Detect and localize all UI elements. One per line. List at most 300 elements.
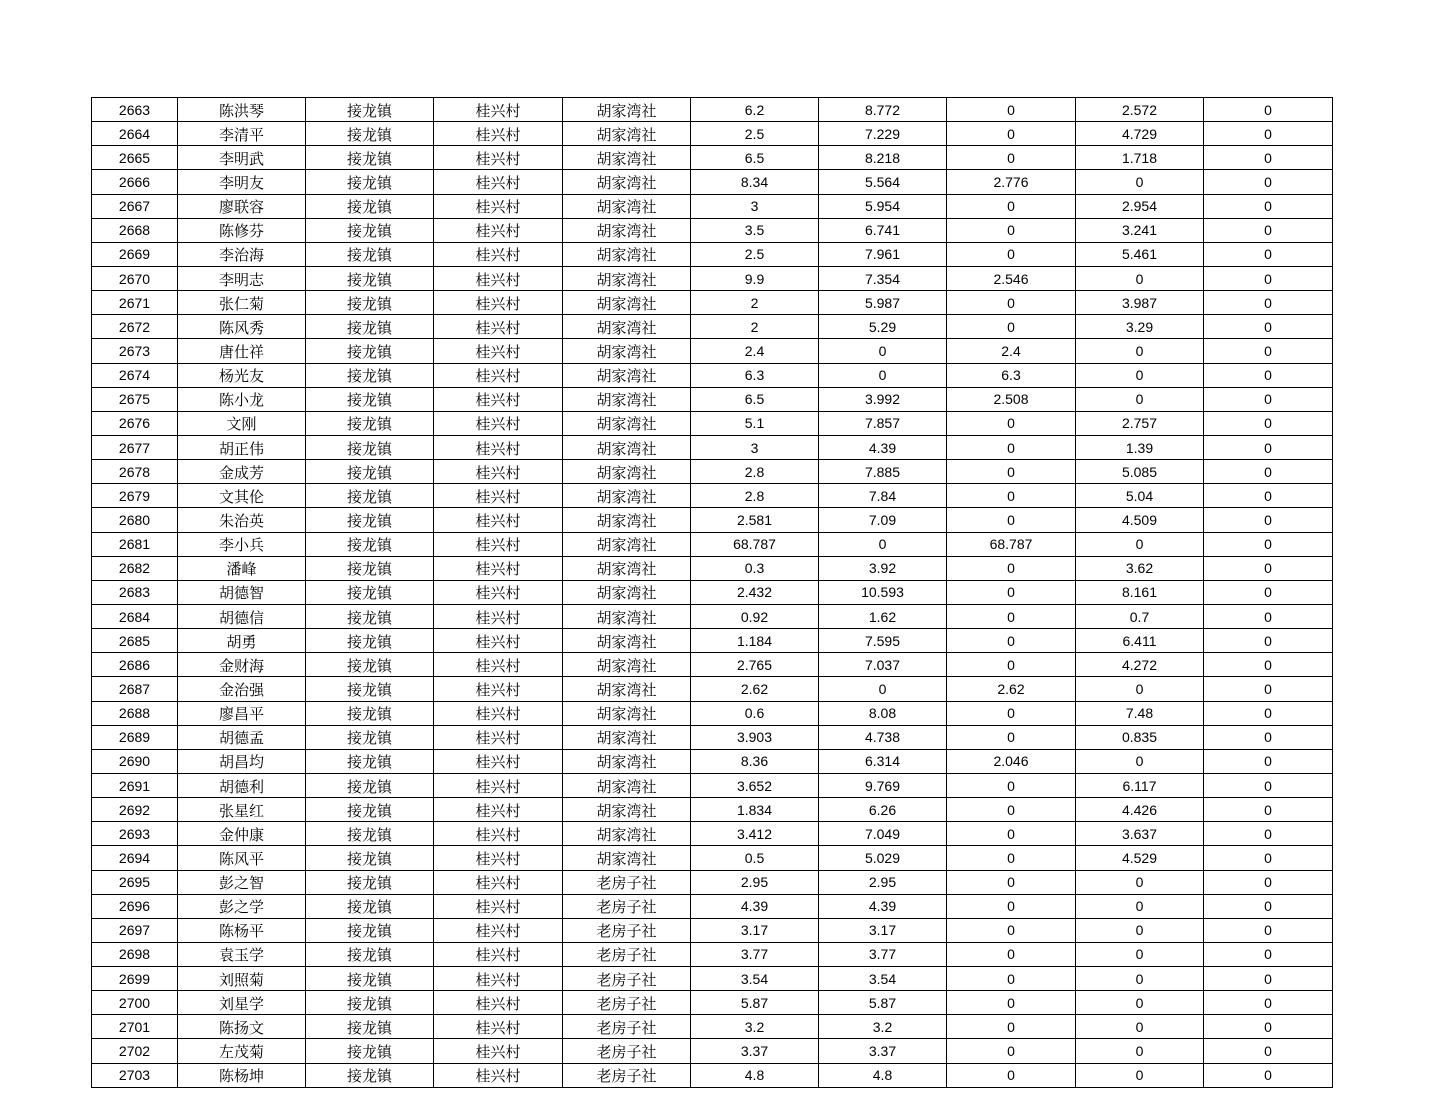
group-cell: 胡家湾社 xyxy=(563,170,691,194)
value-d-cell: 5.085 xyxy=(1076,460,1204,484)
value-b-cell: 3.992 xyxy=(819,387,947,411)
town-cell: 接龙镇 xyxy=(306,918,434,942)
value-e-cell: 0 xyxy=(1204,580,1333,604)
town-cell: 接龙镇 xyxy=(306,967,434,991)
value-c-cell: 0 xyxy=(947,242,1076,266)
town-cell: 接龙镇 xyxy=(306,508,434,532)
value-c-cell: 0 xyxy=(947,653,1076,677)
table-row xyxy=(92,725,1333,749)
table-row xyxy=(92,604,1333,628)
value-b-cell: 3.2 xyxy=(819,1015,947,1039)
group-cell: 胡家湾社 xyxy=(563,339,691,363)
town-cell: 接龙镇 xyxy=(306,98,434,122)
value-a-cell: 6.2 xyxy=(691,98,819,122)
town-cell: 接龙镇 xyxy=(306,266,434,290)
value-d-cell: 0 xyxy=(1076,991,1204,1015)
table-row xyxy=(92,653,1333,677)
id-cell: 2691 xyxy=(92,773,178,797)
table-row xyxy=(92,266,1333,290)
table-row xyxy=(92,170,1333,194)
value-b-cell: 8.772 xyxy=(819,98,947,122)
value-b-cell: 5.987 xyxy=(819,291,947,315)
village-cell: 桂兴村 xyxy=(434,363,563,387)
value-e-cell: 0 xyxy=(1204,967,1333,991)
village-cell: 桂兴村 xyxy=(434,194,563,218)
value-e-cell: 0 xyxy=(1204,798,1333,822)
value-d-cell: 2.572 xyxy=(1076,98,1204,122)
id-cell: 2693 xyxy=(92,822,178,846)
value-e-cell: 0 xyxy=(1204,749,1333,773)
value-d-cell: 7.48 xyxy=(1076,701,1204,725)
group-cell: 胡家湾社 xyxy=(563,98,691,122)
group-cell: 胡家湾社 xyxy=(563,556,691,580)
value-c-cell: 0 xyxy=(947,460,1076,484)
id-cell: 2668 xyxy=(92,218,178,242)
value-b-cell: 5.564 xyxy=(819,170,947,194)
value-d-cell: 0 xyxy=(1076,1015,1204,1039)
value-b-cell: 7.885 xyxy=(819,460,947,484)
value-e-cell: 0 xyxy=(1204,411,1333,435)
name-cell: 杨光友 xyxy=(178,363,306,387)
value-c-cell: 0 xyxy=(947,484,1076,508)
value-e-cell: 0 xyxy=(1204,870,1333,894)
group-cell: 胡家湾社 xyxy=(563,508,691,532)
value-d-cell: 3.241 xyxy=(1076,218,1204,242)
group-cell: 胡家湾社 xyxy=(563,218,691,242)
value-e-cell: 0 xyxy=(1204,170,1333,194)
value-c-cell: 2.046 xyxy=(947,749,1076,773)
id-cell: 2690 xyxy=(92,749,178,773)
value-a-cell: 2.95 xyxy=(691,870,819,894)
value-a-cell: 2.5 xyxy=(691,242,819,266)
value-e-cell: 0 xyxy=(1204,508,1333,532)
value-c-cell: 0 xyxy=(947,991,1076,1015)
village-cell: 桂兴村 xyxy=(434,484,563,508)
value-c-cell: 0 xyxy=(947,411,1076,435)
village-cell: 桂兴村 xyxy=(434,98,563,122)
group-cell: 胡家湾社 xyxy=(563,387,691,411)
town-cell: 接龙镇 xyxy=(306,653,434,677)
table-row xyxy=(92,363,1333,387)
table-row xyxy=(92,460,1333,484)
group-cell: 胡家湾社 xyxy=(563,122,691,146)
id-cell: 2667 xyxy=(92,194,178,218)
value-a-cell: 6.5 xyxy=(691,146,819,170)
group-cell: 老房子社 xyxy=(563,942,691,966)
value-a-cell: 3.17 xyxy=(691,918,819,942)
id-cell: 2675 xyxy=(92,387,178,411)
table-row xyxy=(92,435,1333,459)
value-b-cell: 3.77 xyxy=(819,942,947,966)
group-cell: 胡家湾社 xyxy=(563,749,691,773)
name-cell: 李清平 xyxy=(178,122,306,146)
group-cell: 胡家湾社 xyxy=(563,580,691,604)
value-d-cell: 2.954 xyxy=(1076,194,1204,218)
value-e-cell: 0 xyxy=(1204,556,1333,580)
village-cell: 桂兴村 xyxy=(434,822,563,846)
value-d-cell: 0 xyxy=(1076,942,1204,966)
value-e-cell: 0 xyxy=(1204,484,1333,508)
value-b-cell: 6.741 xyxy=(819,218,947,242)
value-c-cell: 0 xyxy=(947,1015,1076,1039)
village-cell: 桂兴村 xyxy=(434,339,563,363)
value-d-cell: 4.509 xyxy=(1076,508,1204,532)
value-a-cell: 5.1 xyxy=(691,411,819,435)
id-cell: 2702 xyxy=(92,1039,178,1063)
group-cell: 胡家湾社 xyxy=(563,194,691,218)
value-c-cell: 0 xyxy=(947,580,1076,604)
value-b-cell: 7.961 xyxy=(819,242,947,266)
id-cell: 2684 xyxy=(92,604,178,628)
value-e-cell: 0 xyxy=(1204,435,1333,459)
id-cell: 2669 xyxy=(92,242,178,266)
value-b-cell: 5.954 xyxy=(819,194,947,218)
value-b-cell: 5.029 xyxy=(819,846,947,870)
town-cell: 接龙镇 xyxy=(306,798,434,822)
value-e-cell: 0 xyxy=(1204,1063,1333,1087)
town-cell: 接龙镇 xyxy=(306,1015,434,1039)
name-cell: 胡勇 xyxy=(178,629,306,653)
id-cell: 2686 xyxy=(92,653,178,677)
group-cell: 胡家湾社 xyxy=(563,653,691,677)
value-b-cell: 5.29 xyxy=(819,315,947,339)
value-c-cell: 0 xyxy=(947,435,1076,459)
value-a-cell: 2.765 xyxy=(691,653,819,677)
village-cell: 桂兴村 xyxy=(434,460,563,484)
value-e-cell: 0 xyxy=(1204,146,1333,170)
value-e-cell: 0 xyxy=(1204,242,1333,266)
value-d-cell: 0 xyxy=(1076,749,1204,773)
table-row xyxy=(92,967,1333,991)
name-cell: 金治强 xyxy=(178,677,306,701)
town-cell: 接龙镇 xyxy=(306,484,434,508)
value-b-cell: 0 xyxy=(819,532,947,556)
value-c-cell: 0 xyxy=(947,942,1076,966)
value-a-cell: 5.87 xyxy=(691,991,819,1015)
town-cell: 接龙镇 xyxy=(306,822,434,846)
data-table xyxy=(91,97,1333,1088)
value-e-cell: 0 xyxy=(1204,653,1333,677)
value-e-cell: 0 xyxy=(1204,822,1333,846)
value-b-cell: 5.87 xyxy=(819,991,947,1015)
value-d-cell: 4.729 xyxy=(1076,122,1204,146)
value-b-cell: 7.049 xyxy=(819,822,947,846)
village-cell: 桂兴村 xyxy=(434,629,563,653)
value-a-cell: 2.8 xyxy=(691,460,819,484)
name-cell: 文刚 xyxy=(178,411,306,435)
value-c-cell: 0 xyxy=(947,291,1076,315)
id-cell: 2682 xyxy=(92,556,178,580)
group-cell: 胡家湾社 xyxy=(563,604,691,628)
value-b-cell: 7.229 xyxy=(819,122,947,146)
group-cell: 胡家湾社 xyxy=(563,146,691,170)
name-cell: 李明武 xyxy=(178,146,306,170)
table-row xyxy=(92,122,1333,146)
value-a-cell: 2.5 xyxy=(691,122,819,146)
name-cell: 唐仕祥 xyxy=(178,339,306,363)
name-cell: 胡昌均 xyxy=(178,749,306,773)
town-cell: 接龙镇 xyxy=(306,435,434,459)
name-cell: 刘照菊 xyxy=(178,967,306,991)
value-b-cell: 1.62 xyxy=(819,604,947,628)
value-c-cell: 0 xyxy=(947,315,1076,339)
group-cell: 胡家湾社 xyxy=(563,773,691,797)
group-cell: 胡家湾社 xyxy=(563,725,691,749)
id-cell: 2685 xyxy=(92,629,178,653)
town-cell: 接龙镇 xyxy=(306,242,434,266)
value-b-cell: 0 xyxy=(819,677,947,701)
value-c-cell: 0 xyxy=(947,725,1076,749)
value-a-cell: 2.432 xyxy=(691,580,819,604)
value-a-cell: 3.652 xyxy=(691,773,819,797)
value-a-cell: 4.8 xyxy=(691,1063,819,1087)
village-cell: 桂兴村 xyxy=(434,918,563,942)
value-d-cell: 0 xyxy=(1076,363,1204,387)
village-cell: 桂兴村 xyxy=(434,508,563,532)
table-row xyxy=(92,749,1333,773)
value-b-cell: 4.738 xyxy=(819,725,947,749)
name-cell: 陈风秀 xyxy=(178,315,306,339)
value-a-cell: 2.62 xyxy=(691,677,819,701)
table-row xyxy=(92,918,1333,942)
value-a-cell: 1.184 xyxy=(691,629,819,653)
id-cell: 2665 xyxy=(92,146,178,170)
table-row xyxy=(92,846,1333,870)
id-cell: 2694 xyxy=(92,846,178,870)
village-cell: 桂兴村 xyxy=(434,532,563,556)
value-a-cell: 68.787 xyxy=(691,532,819,556)
value-c-cell: 0 xyxy=(947,1063,1076,1087)
value-b-cell: 4.39 xyxy=(819,894,947,918)
value-b-cell: 7.857 xyxy=(819,411,947,435)
village-cell: 桂兴村 xyxy=(434,122,563,146)
value-a-cell: 2.8 xyxy=(691,484,819,508)
value-e-cell: 0 xyxy=(1204,629,1333,653)
value-c-cell: 2.62 xyxy=(947,677,1076,701)
id-cell: 2688 xyxy=(92,701,178,725)
value-c-cell: 2.776 xyxy=(947,170,1076,194)
value-a-cell: 2.4 xyxy=(691,339,819,363)
value-b-cell: 7.595 xyxy=(819,629,947,653)
name-cell: 文其伦 xyxy=(178,484,306,508)
name-cell: 胡德信 xyxy=(178,604,306,628)
town-cell: 接龙镇 xyxy=(306,339,434,363)
id-cell: 2689 xyxy=(92,725,178,749)
value-d-cell: 0 xyxy=(1076,967,1204,991)
group-cell: 胡家湾社 xyxy=(563,701,691,725)
value-e-cell: 0 xyxy=(1204,1015,1333,1039)
value-e-cell: 0 xyxy=(1204,315,1333,339)
value-d-cell: 8.161 xyxy=(1076,580,1204,604)
name-cell: 张星红 xyxy=(178,798,306,822)
town-cell: 接龙镇 xyxy=(306,580,434,604)
value-e-cell: 0 xyxy=(1204,339,1333,363)
value-a-cell: 3.903 xyxy=(691,725,819,749)
value-c-cell: 0 xyxy=(947,218,1076,242)
town-cell: 接龙镇 xyxy=(306,773,434,797)
name-cell: 李明志 xyxy=(178,266,306,290)
table-row xyxy=(92,1063,1333,1087)
village-cell: 桂兴村 xyxy=(434,773,563,797)
value-e-cell: 0 xyxy=(1204,677,1333,701)
value-b-cell: 0 xyxy=(819,363,947,387)
group-cell: 老房子社 xyxy=(563,1063,691,1087)
value-a-cell: 6.5 xyxy=(691,387,819,411)
value-c-cell: 0 xyxy=(947,894,1076,918)
town-cell: 接龙镇 xyxy=(306,846,434,870)
table-row xyxy=(92,701,1333,725)
value-a-cell: 0.6 xyxy=(691,701,819,725)
group-cell: 胡家湾社 xyxy=(563,291,691,315)
value-c-cell: 0 xyxy=(947,918,1076,942)
village-cell: 桂兴村 xyxy=(434,218,563,242)
table-row xyxy=(92,484,1333,508)
table-row xyxy=(92,411,1333,435)
value-d-cell: 3.29 xyxy=(1076,315,1204,339)
value-b-cell: 10.593 xyxy=(819,580,947,604)
table-row xyxy=(92,991,1333,1015)
name-cell: 彭之智 xyxy=(178,870,306,894)
town-cell: 接龙镇 xyxy=(306,1039,434,1063)
value-d-cell: 0 xyxy=(1076,894,1204,918)
value-e-cell: 0 xyxy=(1204,604,1333,628)
name-cell: 廖联容 xyxy=(178,194,306,218)
table-row xyxy=(92,146,1333,170)
village-cell: 桂兴村 xyxy=(434,749,563,773)
value-c-cell: 0 xyxy=(947,98,1076,122)
village-cell: 桂兴村 xyxy=(434,991,563,1015)
name-cell: 陈杨坤 xyxy=(178,1063,306,1087)
name-cell: 李治海 xyxy=(178,242,306,266)
value-c-cell: 0 xyxy=(947,146,1076,170)
town-cell: 接龙镇 xyxy=(306,894,434,918)
group-cell: 胡家湾社 xyxy=(563,460,691,484)
value-a-cell: 9.9 xyxy=(691,266,819,290)
value-b-cell: 6.26 xyxy=(819,798,947,822)
value-c-cell: 2.508 xyxy=(947,387,1076,411)
id-cell: 2696 xyxy=(92,894,178,918)
town-cell: 接龙镇 xyxy=(306,315,434,339)
town-cell: 接龙镇 xyxy=(306,411,434,435)
value-d-cell: 4.272 xyxy=(1076,653,1204,677)
group-cell: 胡家湾社 xyxy=(563,315,691,339)
value-c-cell: 0 xyxy=(947,798,1076,822)
town-cell: 接龙镇 xyxy=(306,749,434,773)
value-d-cell: 0 xyxy=(1076,339,1204,363)
name-cell: 左茂菊 xyxy=(178,1039,306,1063)
value-d-cell: 3.987 xyxy=(1076,291,1204,315)
value-a-cell: 3.5 xyxy=(691,218,819,242)
name-cell: 陈风平 xyxy=(178,846,306,870)
town-cell: 接龙镇 xyxy=(306,194,434,218)
value-d-cell: 0 xyxy=(1076,1039,1204,1063)
value-b-cell: 3.92 xyxy=(819,556,947,580)
value-e-cell: 0 xyxy=(1204,894,1333,918)
name-cell: 陈修芬 xyxy=(178,218,306,242)
table-row xyxy=(92,580,1333,604)
town-cell: 接龙镇 xyxy=(306,122,434,146)
table-row xyxy=(92,532,1333,556)
id-cell: 2703 xyxy=(92,1063,178,1087)
value-c-cell: 0 xyxy=(947,508,1076,532)
table-row xyxy=(92,339,1333,363)
town-cell: 接龙镇 xyxy=(306,556,434,580)
value-c-cell: 0 xyxy=(947,773,1076,797)
value-a-cell: 8.36 xyxy=(691,749,819,773)
village-cell: 桂兴村 xyxy=(434,435,563,459)
value-a-cell: 3.412 xyxy=(691,822,819,846)
town-cell: 接龙镇 xyxy=(306,218,434,242)
table-row xyxy=(92,677,1333,701)
value-d-cell: 6.411 xyxy=(1076,629,1204,653)
name-cell: 胡德孟 xyxy=(178,725,306,749)
table-row xyxy=(92,894,1333,918)
name-cell: 张仁菊 xyxy=(178,291,306,315)
value-e-cell: 0 xyxy=(1204,918,1333,942)
group-cell: 胡家湾社 xyxy=(563,846,691,870)
value-d-cell: 0 xyxy=(1076,1063,1204,1087)
value-c-cell: 0 xyxy=(947,122,1076,146)
town-cell: 接龙镇 xyxy=(306,725,434,749)
id-cell: 2674 xyxy=(92,363,178,387)
name-cell: 陈扬文 xyxy=(178,1015,306,1039)
group-cell: 胡家湾社 xyxy=(563,532,691,556)
table-row xyxy=(92,315,1333,339)
value-d-cell: 0.7 xyxy=(1076,604,1204,628)
group-cell: 胡家湾社 xyxy=(563,629,691,653)
group-cell: 胡家湾社 xyxy=(563,822,691,846)
value-a-cell: 8.34 xyxy=(691,170,819,194)
value-b-cell: 4.8 xyxy=(819,1063,947,1087)
value-e-cell: 0 xyxy=(1204,991,1333,1015)
id-cell: 2687 xyxy=(92,677,178,701)
name-cell: 彭之学 xyxy=(178,894,306,918)
town-cell: 接龙镇 xyxy=(306,677,434,701)
town-cell: 接龙镇 xyxy=(306,387,434,411)
value-c-cell: 0 xyxy=(947,1039,1076,1063)
value-e-cell: 0 xyxy=(1204,122,1333,146)
id-cell: 2676 xyxy=(92,411,178,435)
value-a-cell: 6.3 xyxy=(691,363,819,387)
table-row xyxy=(92,556,1333,580)
name-cell: 袁玉学 xyxy=(178,942,306,966)
group-cell: 胡家湾社 xyxy=(563,677,691,701)
village-cell: 桂兴村 xyxy=(434,315,563,339)
town-cell: 接龙镇 xyxy=(306,629,434,653)
value-b-cell: 6.314 xyxy=(819,749,947,773)
town-cell: 接龙镇 xyxy=(306,991,434,1015)
table-row xyxy=(92,1039,1333,1063)
value-a-cell: 2 xyxy=(691,315,819,339)
table-row xyxy=(92,870,1333,894)
id-cell: 2701 xyxy=(92,1015,178,1039)
town-cell: 接龙镇 xyxy=(306,532,434,556)
village-cell: 桂兴村 xyxy=(434,967,563,991)
village-cell: 桂兴村 xyxy=(434,580,563,604)
value-d-cell: 1.718 xyxy=(1076,146,1204,170)
village-cell: 桂兴村 xyxy=(434,411,563,435)
value-e-cell: 0 xyxy=(1204,291,1333,315)
table-row xyxy=(92,387,1333,411)
village-cell: 桂兴村 xyxy=(434,242,563,266)
table-row xyxy=(92,508,1333,532)
town-cell: 接龙镇 xyxy=(306,146,434,170)
value-b-cell: 7.354 xyxy=(819,266,947,290)
id-cell: 2678 xyxy=(92,460,178,484)
value-a-cell: 4.39 xyxy=(691,894,819,918)
value-d-cell: 0 xyxy=(1076,870,1204,894)
value-a-cell: 3.54 xyxy=(691,967,819,991)
